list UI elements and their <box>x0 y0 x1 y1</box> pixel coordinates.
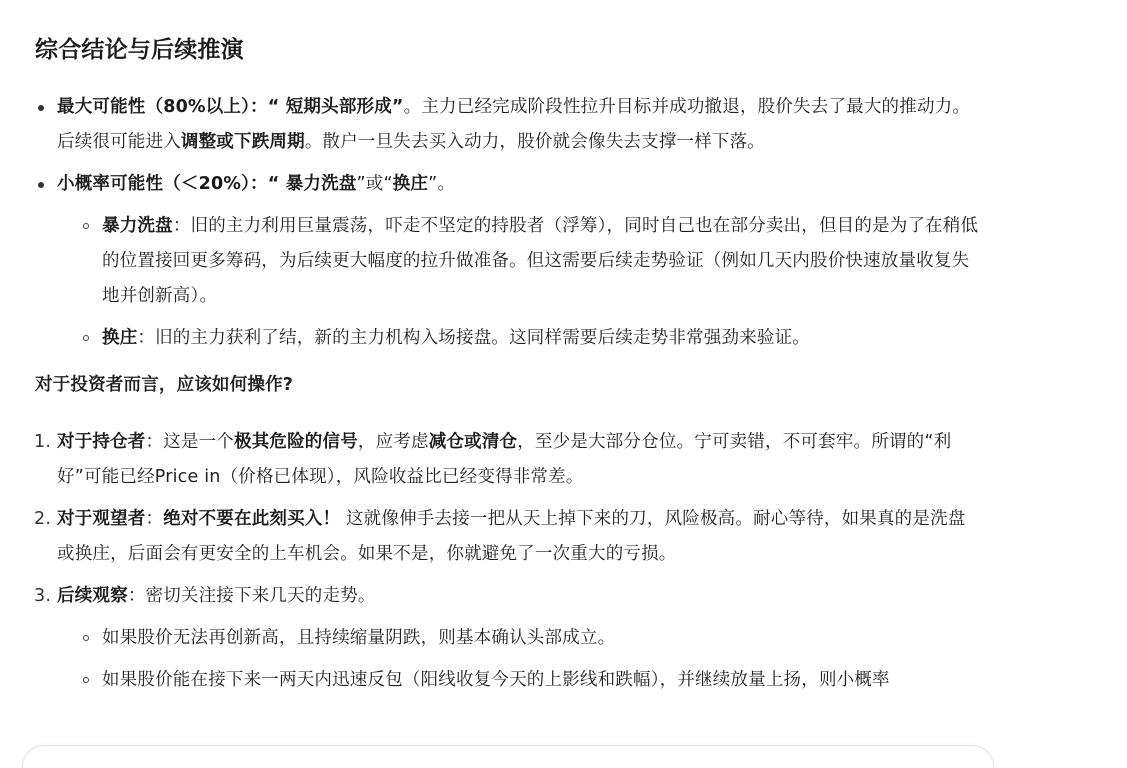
message-composer[interactable] <box>22 745 994 768</box>
step-number: 2. <box>34 509 52 529</box>
bullet-circle-icon <box>83 335 89 341</box>
list-item <box>35 90 980 160</box>
list-item <box>35 579 980 698</box>
question-heading: 对于投资者而言，应该如何操作? <box>35 375 294 395</box>
step-text: 后续观察：密切关注接下来几天的走势。 <box>57 586 376 606</box>
sub-list-item <box>80 621 980 656</box>
step-number: 1. <box>34 432 52 452</box>
section-heading: 综合结论与后续推演 <box>35 37 244 63</box>
bullet-circle-icon <box>83 223 89 229</box>
bullet-text: 小概率可能性（＜20%）：“ 暴力洗盘”或“换庄”。 <box>57 174 456 194</box>
bullet-dot-icon <box>38 105 44 111</box>
bullet-circle-icon <box>83 635 89 641</box>
sub-list <box>80 209 980 356</box>
sub-list-item <box>80 321 980 356</box>
list-item <box>35 425 980 495</box>
bullet-text: 暴力洗盘：旧的主力利用巨量震荡，吓走不坚定的持股者（浮筹），同时自己也在部分卖出，但目的是为了在稍低的位置接回更多筹码，为后续更大幅度的拉升做准备。但这需要后续走势验证（例如几天内股价快速放量收复失地并创新高）。 <box>102 216 979 306</box>
sub-list <box>80 621 980 698</box>
list-item <box>35 167 980 356</box>
sub-list-item <box>80 663 980 698</box>
sub-list-item <box>80 209 980 314</box>
bullet-text: 如果股价无法再创新高，且持续缩量阴跌，则基本确认头部成立。 <box>102 628 616 648</box>
bullet-dot-icon <box>38 182 44 188</box>
step-text: 对于观望者：绝对不要在此刻买入！ 这就像伸手去接一把从天上掉下来的刀，风险极高。耐心等待，如果真的是洗盘或换庄，后面会有更安全的上车机会。如果不是，你就避免了一次重大的亏损。 <box>57 509 966 564</box>
list-item <box>35 502 980 572</box>
assistant-message <box>35 30 980 705</box>
conclusion-list <box>35 90 980 356</box>
action-list <box>35 425 980 698</box>
bullet-text: 最大可能性（80%以上）：“ 短期头部形成”。主力已经完成阶段性拉升目标并成功撤退，股价失去了最大的推动力。后续很可能进入调整或下跌周期。散户一旦失去买入动力，股价就会像失去支撑一样下落。 <box>57 97 971 152</box>
step-text: 对于持仓者：这是一个极其危险的信号，应考虑减仓或清仓，至少是大部分仓位。宁可卖错，不可套牢。所谓的“利好”可能已经Price in（价格已体现），风险收益比已经变得非常差。 <box>57 432 952 487</box>
bullet-text: 如果股价能在接下来一两天内迅速反包（阳线收复今天的上影线和跌幅），并继续放量上扬，则小概率 <box>102 670 890 690</box>
step-number: 3. <box>34 586 52 606</box>
bullet-circle-icon <box>83 677 89 683</box>
bullet-text: 换庄：旧的主力获利了结，新的主力机构入场接盘。这同样需要后续走势非常强劲来验证。 <box>102 328 811 348</box>
